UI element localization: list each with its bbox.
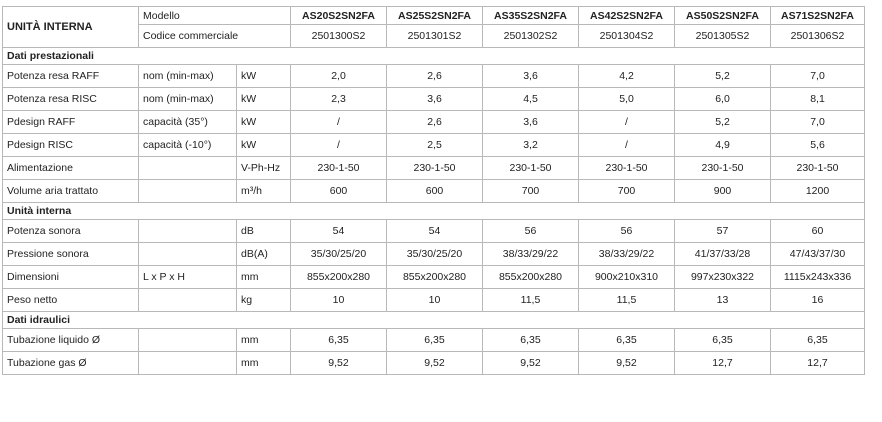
row-unit: mm [237,352,291,375]
model-label: Modello [139,7,291,25]
value-cell: 230-1-50 [771,157,865,180]
section-header-row [3,312,865,329]
spec-table-container [2,6,865,375]
value-cell: 35/30/25/20 [291,243,387,266]
value-cell: 12,7 [771,352,865,375]
value-cell: 60 [771,220,865,243]
row-sublabel: nom (min-max) [139,65,237,88]
value-cell: 600 [291,180,387,203]
value-cell: 4,5 [483,88,579,111]
value-cell: 54 [291,220,387,243]
value-cell: 12,7 [675,352,771,375]
commercial-code: 2501302S2 [483,25,579,48]
value-cell: 2,6 [387,111,483,134]
value-cell: 9,52 [579,352,675,375]
value-cell: 9,52 [291,352,387,375]
row-label: Peso netto [3,289,139,312]
code-label: Codice commerciale [139,25,291,48]
table-row [3,157,865,180]
value-cell: 3,2 [483,134,579,157]
model-name: AS71S2SN2FA [771,7,865,25]
value-cell: 855x200x280 [291,266,387,289]
value-cell: 5,2 [675,111,771,134]
commercial-code: 2501306S2 [771,25,865,48]
value-cell: 6,35 [387,329,483,352]
row-label: Tubazione gas Ø [3,352,139,375]
row-label: Potenza resa RISC [3,88,139,111]
row-unit: kW [237,65,291,88]
model-name: AS42S2SN2FA [579,7,675,25]
value-cell: 230-1-50 [675,157,771,180]
row-unit: dB(A) [237,243,291,266]
value-cell: / [579,134,675,157]
value-cell: 6,35 [483,329,579,352]
value-cell: 4,9 [675,134,771,157]
value-cell: 5,0 [579,88,675,111]
row-label: Pdesign RISC [3,134,139,157]
value-cell: 4,2 [579,65,675,88]
row-unit: dB [237,220,291,243]
spec-table [2,6,865,375]
commercial-code: 2501301S2 [387,25,483,48]
row-sublabel [139,329,237,352]
row-sublabel: capacità (-10°) [139,134,237,157]
value-cell: 11,5 [483,289,579,312]
value-cell: 6,35 [771,329,865,352]
value-cell: 3,6 [483,111,579,134]
table-row [3,134,865,157]
value-cell: 230-1-50 [483,157,579,180]
value-cell: 900x210x310 [579,266,675,289]
row-unit: kW [237,111,291,134]
value-cell: 5,6 [771,134,865,157]
section-header-row [3,203,865,220]
value-cell: 16 [771,289,865,312]
value-cell: 997x230x322 [675,266,771,289]
row-label: Alimentazione [3,157,139,180]
value-cell: 700 [579,180,675,203]
value-cell: 8,1 [771,88,865,111]
row-unit: kW [237,134,291,157]
table-row [3,289,865,312]
value-cell: 600 [387,180,483,203]
value-cell: / [291,134,387,157]
value-cell: 1200 [771,180,865,203]
row-sublabel [139,220,237,243]
row-sublabel [139,157,237,180]
value-cell: 38/33/29/22 [579,243,675,266]
row-unit: V-Ph-Hz [237,157,291,180]
section-title: Unità interna [3,203,865,220]
row-unit: kg [237,289,291,312]
value-cell: 2,6 [387,65,483,88]
value-cell: 7,0 [771,111,865,134]
section-title: Dati prestazionali [3,48,865,65]
value-cell: 9,52 [483,352,579,375]
row-unit: m³/h [237,180,291,203]
table-row [3,88,865,111]
table-row [3,65,865,88]
row-sublabel: L x P x H [139,266,237,289]
commercial-code: 2501300S2 [291,25,387,48]
table-row [3,180,865,203]
value-cell: 54 [387,220,483,243]
value-cell: 6,35 [675,329,771,352]
value-cell: 10 [291,289,387,312]
model-name: AS50S2SN2FA [675,7,771,25]
value-cell: 900 [675,180,771,203]
row-label: Tubazione liquido Ø [3,329,139,352]
table-row [3,329,865,352]
value-cell: 230-1-50 [579,157,675,180]
row-label: Pressione sonora [3,243,139,266]
row-sublabel [139,352,237,375]
value-cell: 3,6 [483,65,579,88]
table-row [3,220,865,243]
value-cell: 38/33/29/22 [483,243,579,266]
value-cell: 3,6 [387,88,483,111]
model-row [3,7,865,25]
value-cell: 5,2 [675,65,771,88]
value-cell: 2,3 [291,88,387,111]
row-label: Volume aria trattato [3,180,139,203]
section-header-row [3,48,865,65]
row-sublabel [139,243,237,266]
value-cell: 6,0 [675,88,771,111]
value-cell: 56 [483,220,579,243]
value-cell: 41/37/33/28 [675,243,771,266]
value-cell: 6,35 [579,329,675,352]
table-row [3,352,865,375]
value-cell: 47/43/37/30 [771,243,865,266]
value-cell: 10 [387,289,483,312]
row-unit: kW [237,88,291,111]
model-name: AS25S2SN2FA [387,7,483,25]
value-cell: 2,5 [387,134,483,157]
row-unit: mm [237,266,291,289]
value-cell: 1115x243x336 [771,266,865,289]
commercial-code: 2501304S2 [579,25,675,48]
value-cell: 230-1-50 [291,157,387,180]
commercial-code: 2501305S2 [675,25,771,48]
table-row [3,243,865,266]
value-cell: 6,35 [291,329,387,352]
table-title: UNITÀ INTERNA [3,7,139,48]
table-row [3,266,865,289]
row-sublabel [139,180,237,203]
value-cell: 2,0 [291,65,387,88]
row-sublabel: nom (min-max) [139,88,237,111]
row-label: Dimensioni [3,266,139,289]
row-label: Pdesign RAFF [3,111,139,134]
value-cell: 230-1-50 [387,157,483,180]
model-name: AS35S2SN2FA [483,7,579,25]
section-title: Dati idraulici [3,312,865,329]
value-cell: 11,5 [579,289,675,312]
row-sublabel [139,289,237,312]
value-cell: 57 [675,220,771,243]
value-cell: / [291,111,387,134]
value-cell: 855x200x280 [387,266,483,289]
value-cell: 855x200x280 [483,266,579,289]
row-sublabel: capacità (35°) [139,111,237,134]
row-label: Potenza resa RAFF [3,65,139,88]
value-cell: 13 [675,289,771,312]
row-unit: mm [237,329,291,352]
model-name: AS20S2SN2FA [291,7,387,25]
value-cell: 9,52 [387,352,483,375]
value-cell: 7,0 [771,65,865,88]
value-cell: 56 [579,220,675,243]
table-row [3,111,865,134]
value-cell: 35/30/25/20 [387,243,483,266]
row-label: Potenza sonora [3,220,139,243]
value-cell: 700 [483,180,579,203]
value-cell: / [579,111,675,134]
